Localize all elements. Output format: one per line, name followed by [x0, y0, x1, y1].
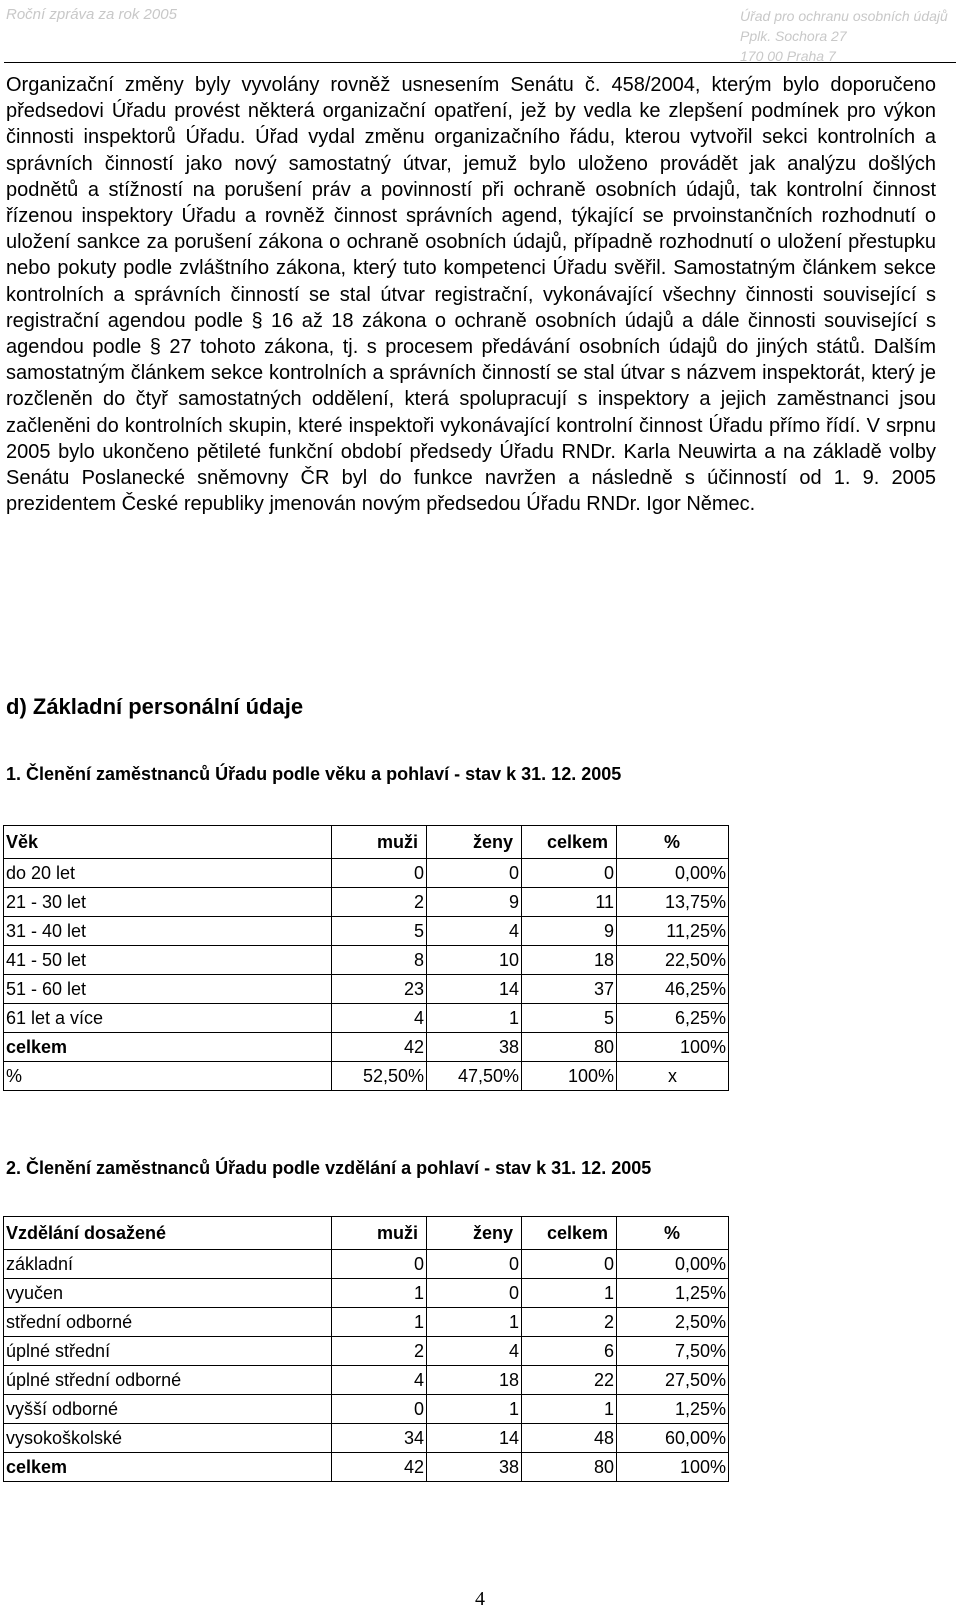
column-header-men: muži	[332, 1217, 427, 1250]
table-row	[4, 888, 729, 917]
total-percent: 100%	[617, 1033, 729, 1062]
total-men: 42	[332, 1453, 427, 1482]
cell-women: 0	[427, 1279, 522, 1308]
table-row	[4, 1250, 729, 1279]
cell-total: 11	[522, 888, 617, 917]
cell-percent: 60,00%	[617, 1424, 729, 1453]
cell-total: 9	[522, 917, 617, 946]
row-label: úplné střední	[4, 1337, 332, 1366]
cell-men: 4	[332, 1366, 427, 1395]
column-header-education: Vzdělání dosažené	[4, 1217, 332, 1250]
column-header-women: ženy	[427, 826, 522, 859]
cell-women: 1	[427, 1004, 522, 1033]
table-row	[4, 1395, 729, 1424]
table-total-row	[4, 1453, 729, 1482]
total-total: 80	[522, 1453, 617, 1482]
table-percent-row	[4, 1062, 729, 1091]
cell-women: 14	[427, 1424, 522, 1453]
percent-men: 52,50%	[332, 1062, 427, 1091]
total-women: 38	[427, 1453, 522, 1482]
cell-total: 1	[522, 1279, 617, 1308]
total-label: celkem	[4, 1033, 332, 1062]
percent-women: 47,50%	[427, 1062, 522, 1091]
cell-total: 0	[522, 1250, 617, 1279]
column-header-total: celkem	[522, 826, 617, 859]
cell-men: 34	[332, 1424, 427, 1453]
table-row	[4, 975, 729, 1004]
cell-men: 2	[332, 888, 427, 917]
cell-percent: 22,50%	[617, 946, 729, 975]
table-row	[4, 1424, 729, 1453]
cell-percent: 46,25%	[617, 975, 729, 1004]
cell-men: 0	[332, 1395, 427, 1424]
cell-percent: 6,25%	[617, 1004, 729, 1033]
row-label: základní	[4, 1250, 332, 1279]
cell-percent: 27,50%	[617, 1366, 729, 1395]
column-header-percent: %	[617, 1217, 729, 1250]
cell-percent: 2,50%	[617, 1308, 729, 1337]
cell-men: 1	[332, 1279, 427, 1308]
cell-percent: 1,25%	[617, 1395, 729, 1424]
table-row	[4, 917, 729, 946]
cell-percent: 7,50%	[617, 1337, 729, 1366]
header-city: 170 00 Praha 7	[740, 48, 836, 64]
header-divider	[4, 62, 956, 63]
cell-women: 1	[427, 1308, 522, 1337]
table-row	[4, 1366, 729, 1395]
cell-men: 0	[332, 1250, 427, 1279]
header-report-title: Roční zpráva za rok 2005	[6, 6, 177, 23]
header-office-name: Úřad pro ochranu osobních údajů	[740, 8, 948, 24]
row-label: 41 - 50 let	[4, 946, 332, 975]
cell-men: 0	[332, 859, 427, 888]
cell-total: 22	[522, 1366, 617, 1395]
cell-men: 23	[332, 975, 427, 1004]
row-label: střední odborné	[4, 1308, 332, 1337]
table-total-row	[4, 1033, 729, 1062]
cell-percent: 0,00%	[617, 859, 729, 888]
row-label: vyučen	[4, 1279, 332, 1308]
total-percent: 100%	[617, 1453, 729, 1482]
row-label: úplné střední odborné	[4, 1366, 332, 1395]
table-header-row	[4, 1217, 729, 1250]
cell-percent: 0,00%	[617, 1250, 729, 1279]
total-men: 42	[332, 1033, 427, 1062]
cell-women: 4	[427, 1337, 522, 1366]
table-row	[4, 859, 729, 888]
cell-percent: 11,25%	[617, 917, 729, 946]
row-label: 31 - 40 let	[4, 917, 332, 946]
cell-men: 1	[332, 1308, 427, 1337]
cell-percent: 1,25%	[617, 1279, 729, 1308]
row-label: vysokoškolské	[4, 1424, 332, 1453]
cell-women: 0	[427, 1250, 522, 1279]
percent-percent: x	[617, 1062, 729, 1091]
table-row	[4, 1279, 729, 1308]
cell-men: 2	[332, 1337, 427, 1366]
percent-total: 100%	[522, 1062, 617, 1091]
cell-women: 9	[427, 888, 522, 917]
cell-women: 18	[427, 1366, 522, 1395]
row-label: 51 - 60 let	[4, 975, 332, 1004]
age-gender-table	[3, 825, 729, 1091]
cell-total: 48	[522, 1424, 617, 1453]
cell-total: 5	[522, 1004, 617, 1033]
total-women: 38	[427, 1033, 522, 1062]
table2-caption: 2. Členění zaměstnanců Úřadu podle vzdělání a pohlaví - stav k 31. 12. 2005	[6, 1158, 652, 1178]
cell-total: 1	[522, 1395, 617, 1424]
table-header-row	[4, 826, 729, 859]
page-number: 4	[475, 1588, 485, 1610]
cell-women: 14	[427, 975, 522, 1004]
cell-total: 37	[522, 975, 617, 1004]
row-label: 21 - 30 let	[4, 888, 332, 917]
cell-women: 0	[427, 859, 522, 888]
cell-men: 4	[332, 1004, 427, 1033]
row-label: do 20 let	[4, 859, 332, 888]
row-label: 61 let a více	[4, 1004, 332, 1033]
cell-percent: 13,75%	[617, 888, 729, 917]
cell-men: 5	[332, 917, 427, 946]
body-paragraph: Organizační změny byly vyvolány rovněž usnesením Senátu č. 458/2004, kterým bylo doporučeno předsedovi Úřadu provést některá organizační opatření, jež by vedla ke zlepšení podmínek pro výkon činnosti inspektorů Úřadu. Úřad vydal změnu organizačního řádu, kterou vytvořil sekci kontrolních a správních činností jako nový samostatný útvar, jemuž bylo uloženo provádět jak analýzu došlých podnětů a stížností na porušení práv a povinností při ochraně osobních údajů, tak kontrolní činnost řízenou inspektory Úřadu a rovněž činnost správních agend, týkající se prvoinstančních rozhodnutí o uložení sankce za porušení zákona o ochraně osobních údajů, případně rozhodnutí o uložení přestupku nebo pokuty podle zvláštního zákona, který tuto kompetenci Úřadu svěřil. Samostatným článkem sekce kontrolních a správních činností se stal útvar registrační, vykonávající všechny činnosti související s registrační agendou podle § 16 až 18 zákona o ochraně osobních údajů a dále činnosti související s agendou podle § 27 tohoto zákona, tj. s procesem předávání osobních údajů do jiných států. Dalším samostatným článkem sekce kontrolních a správních činností se stal útvar s názvem inspektorát, který je rozčleněn do čtyř samostatných oddělení, která spolupracují s inspektory a jejich zaměstnanci jsou začleněni do kontrolních skupin, které inspektoři vykonávající kontrolní činnost Úřadu přímo řídí. V srpnu 2005 bylo ukončeno pětileté funkční období předsedy Úřadu RNDr. Karla Neuwirta a na základě volby Senátu Poslanecké sněmovny ČR byl do funkce navržen a následně s účinností od 1. 9. 2005 prezidentem České republiky jmenován novým předsedou Úřadu RNDr. Igor Němec.	[6, 74, 936, 516]
cell-total: 0	[522, 859, 617, 888]
row-label: vyšší odborné	[4, 1395, 332, 1424]
percent-label: %	[4, 1062, 332, 1091]
section-title: d) Základní personální údaje	[6, 694, 304, 719]
column-header-age: Věk	[4, 826, 332, 859]
cell-women: 4	[427, 917, 522, 946]
total-label: celkem	[4, 1453, 332, 1482]
column-header-percent: %	[617, 826, 729, 859]
header-address	[740, 6, 948, 66]
table1-caption: 1. Členění zaměstnanců Úřadu podle věku a pohlaví - stav k 31. 12. 2005	[6, 764, 622, 784]
column-header-women: ženy	[427, 1217, 522, 1250]
table-row	[4, 1004, 729, 1033]
cell-total: 6	[522, 1337, 617, 1366]
header-street: Pplk. Sochora 27	[740, 28, 847, 44]
cell-total: 2	[522, 1308, 617, 1337]
column-header-total: celkem	[522, 1217, 617, 1250]
education-gender-table	[3, 1216, 729, 1482]
table-row	[4, 946, 729, 975]
table-row	[4, 1337, 729, 1366]
cell-total: 18	[522, 946, 617, 975]
total-total: 80	[522, 1033, 617, 1062]
cell-women: 10	[427, 946, 522, 975]
cell-men: 8	[332, 946, 427, 975]
column-header-men: muži	[332, 826, 427, 859]
cell-women: 1	[427, 1395, 522, 1424]
table-row	[4, 1308, 729, 1337]
